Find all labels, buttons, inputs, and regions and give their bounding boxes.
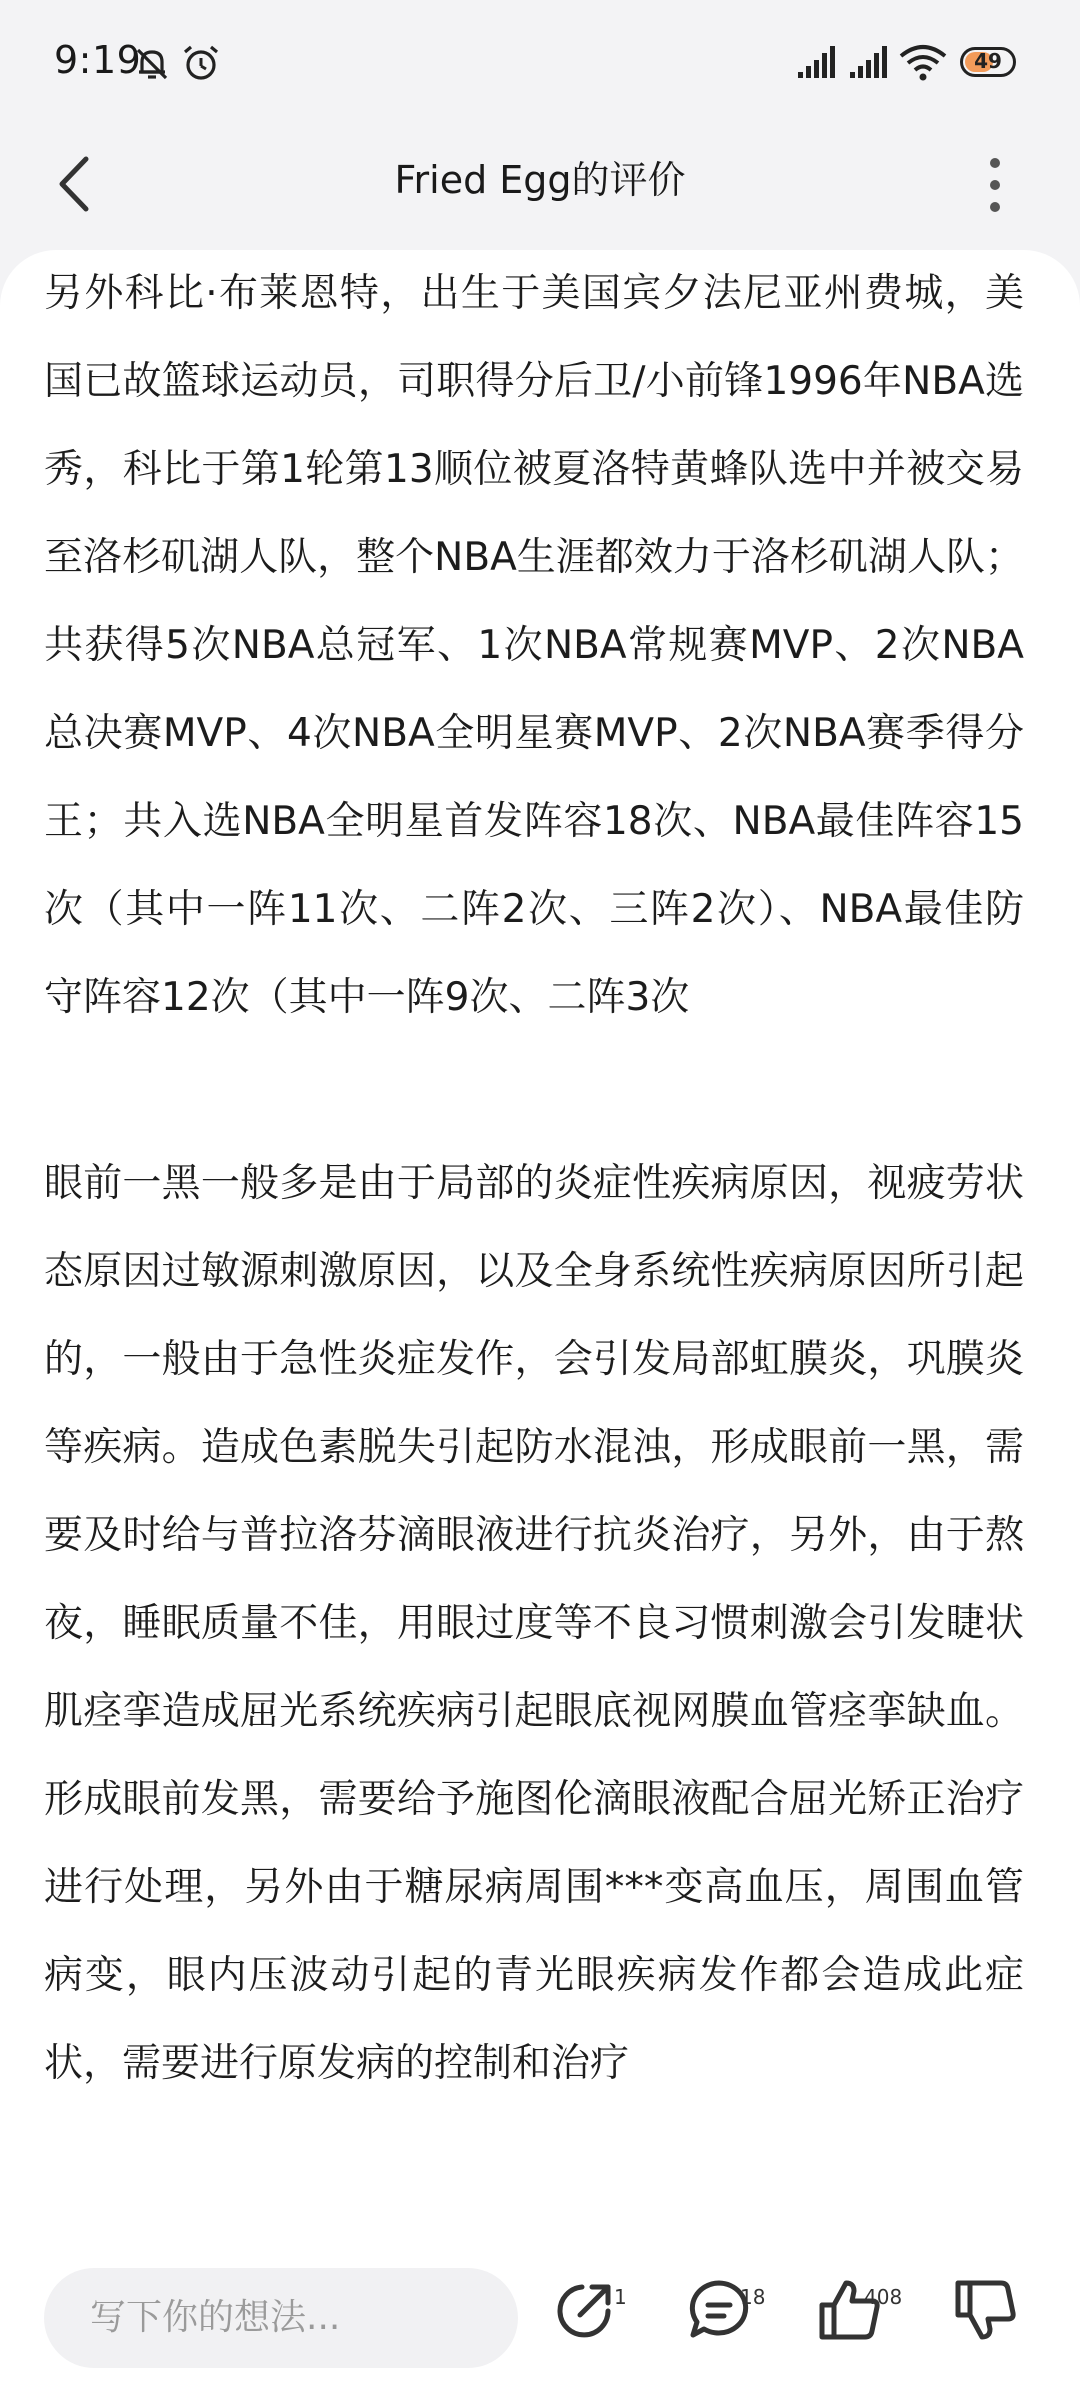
page-title: Fried Egg的评价 [394, 158, 686, 202]
signal-icon [796, 44, 838, 80]
more-options-icon[interactable] [980, 153, 1010, 217]
muted-bell-icon [132, 44, 172, 84]
battery-indicator [960, 47, 1016, 77]
status-time: 9:19 [54, 38, 142, 82]
battery-level: 49 [974, 49, 1002, 73]
share-icon[interactable] [550, 2275, 620, 2345]
comment-input[interactable]: 写下你的想法... [44, 2268, 518, 2368]
share-count: 1 [614, 2285, 627, 2309]
thumbs-down-icon[interactable] [950, 2275, 1020, 2345]
review-content-card [0, 250, 1080, 2235]
signal-icon-2 [848, 44, 890, 80]
alarm-icon [180, 42, 222, 84]
wifi-icon [898, 42, 948, 82]
bottom-action-bar [0, 2235, 1080, 2400]
status-bar [0, 0, 1080, 125]
like-count: 408 [864, 2285, 903, 2309]
comment-count: 18 [740, 2285, 766, 2309]
review-paragraph-2: 眼前一黑一般多是由于局部的炎症性疾病原因，视疲劳状态原因过敏源刺激原因，以及全身系统性疾病原因所引起的，一般由于急性炎症发作，会引发局部虹膜炎，巩膜炎等疾病。造成色素脱失引起防水混浊，形成眼前一黑，需要及时给与普拉洛芬滴眼液进行抗炎治疗，另外，由于熬夜，睡眠质量不佳，用眼过度等不良习惯刺激会引发睫状肌痉挛造成屈光系统疾病引起眼底视网膜血管痉挛缺血。形成眼前发黑，需要给予施图伦滴眼液配合屈光矫正治疗进行处理，另外由于糖尿病周围***变高血压，周围血管病变，眼内压波动引起的青光眼疾病发作都会造成此症状，需要进行原发病的控制和治疗 [44, 1161, 1024, 2086]
review-paragraph-1: 另外科比·布莱恩特，出生于美国宾夕法尼亚州费城，美国已故篮球运动员，司职得分后卫/小前锋1996年NBA选秀，科比于第1轮第13顺位被夏洛特黄蜂队选中并被交易至洛杉矶湖人队，整个NBA生涯都效力于洛杉矶湖人队；共获得5次NBA总冠军、1次NBA常规赛MVP、2次NBA总决赛MVP、4次NBA全明星赛MVP、2次NBA赛季得分王；共入选NBA全明星首发阵容18次、NBA最佳阵容15次（其中一阵11次、二阵2次、三阵2次）、NBA最佳防守阵容12次（其中一阵9次、二阵3次 [44, 271, 1024, 1020]
top-app-bar [0, 125, 1080, 250]
